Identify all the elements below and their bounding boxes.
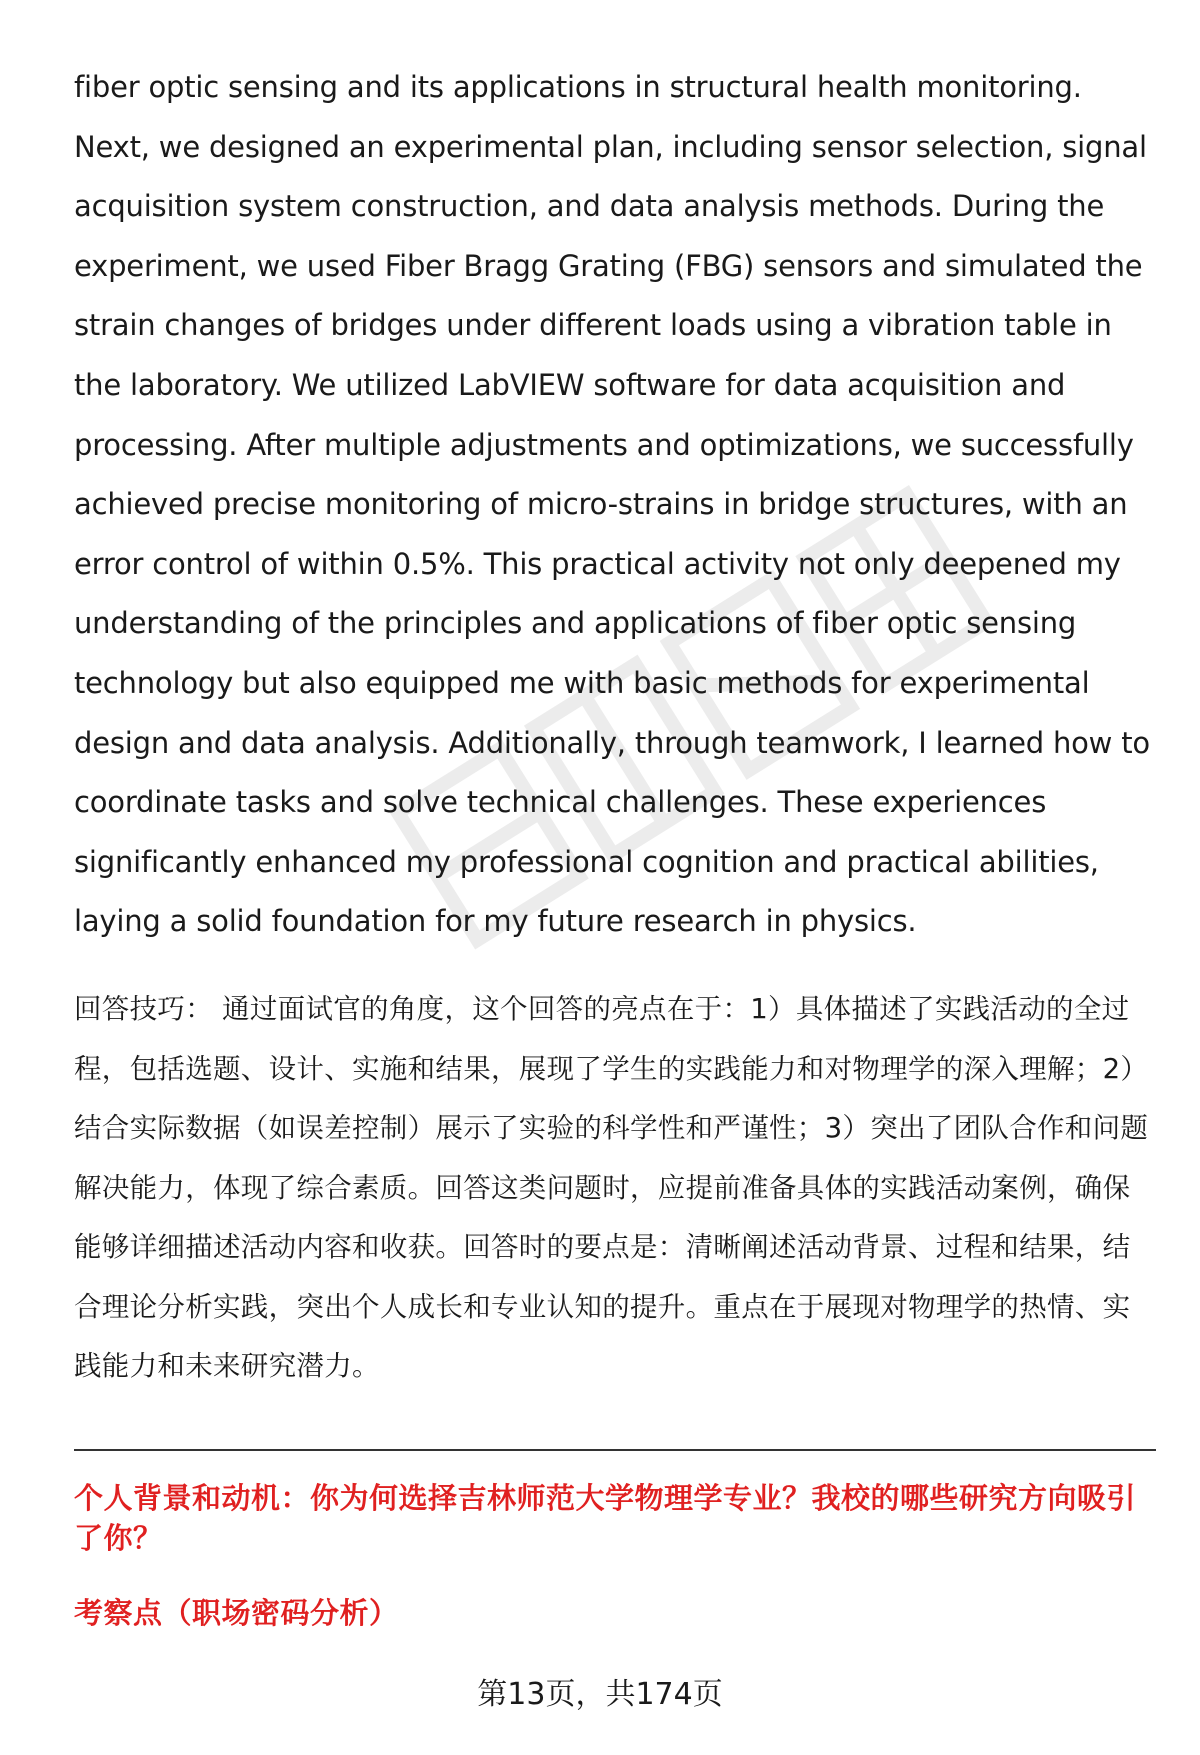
page-number-footer: 第13页，共174页 <box>477 1677 723 1712</box>
answer-paragraph: fiber optic sensing and its applications in structural health monitoring. Next, we designed an experimental plan, including sensor selection, signal acquisition system construction, and data analysis methods. During the experiment, we used Fiber Bragg Grating (FBG) sensors and simulated the strain changes of bridges under different loads using a vibration table in the laboratory. We utilized LabVIEW software for data acquisition and processing. After multiple adjustments and optimizations, we successfully achieved precise monitoring of micro-strains in bridge structures, with an error control of within 0.5%. This practical activity not only deepened my understanding of the principles and applications of fiber optic sensing technology but also equipped me with basic methods for experimental design and data analysis. Additionally, through teamwork, I learned how to coordinate tasks and solve technical challenges. These experiences significantly enhanced my professional cognition and practical abilities, laying a solid foundation for my future research in physics. <box>74 70 1150 939</box>
question-heading: 个人背景和动机：你为何选择吉林师范大学物理学专业？我校的哪些研究方向吸引了你？ <box>74 1481 1137 1555</box>
section-divider <box>74 1449 1156 1451</box>
answer-tips-paragraph: 回答技巧： 通过面试官的角度，这个回答的亮点在于：1）具体描述了实践活动的全过程，包括选题、设计、实施和结果，展现了学生的实践能力和对物理学的深入理解；2）结合实际数据（如误差控制）展示了实验的科学性和严谨性；3）突出了团队合作和问题解决能力，体现了综合素质。回答这类问题时，应提前准备具体的实践活动案例，确保能够详细描述活动内容和收获。回答时的要点是：清晰阐述活动背景、过程和结果，结合理论分析实践，突出个人成长和专业认知的提升。重点在于展现对物理学的热情、实践能力和未来研究潜力。 <box>74 993 1149 1382</box>
assessment-subheading: 考察点（职场密码分析） <box>74 1596 399 1630</box>
